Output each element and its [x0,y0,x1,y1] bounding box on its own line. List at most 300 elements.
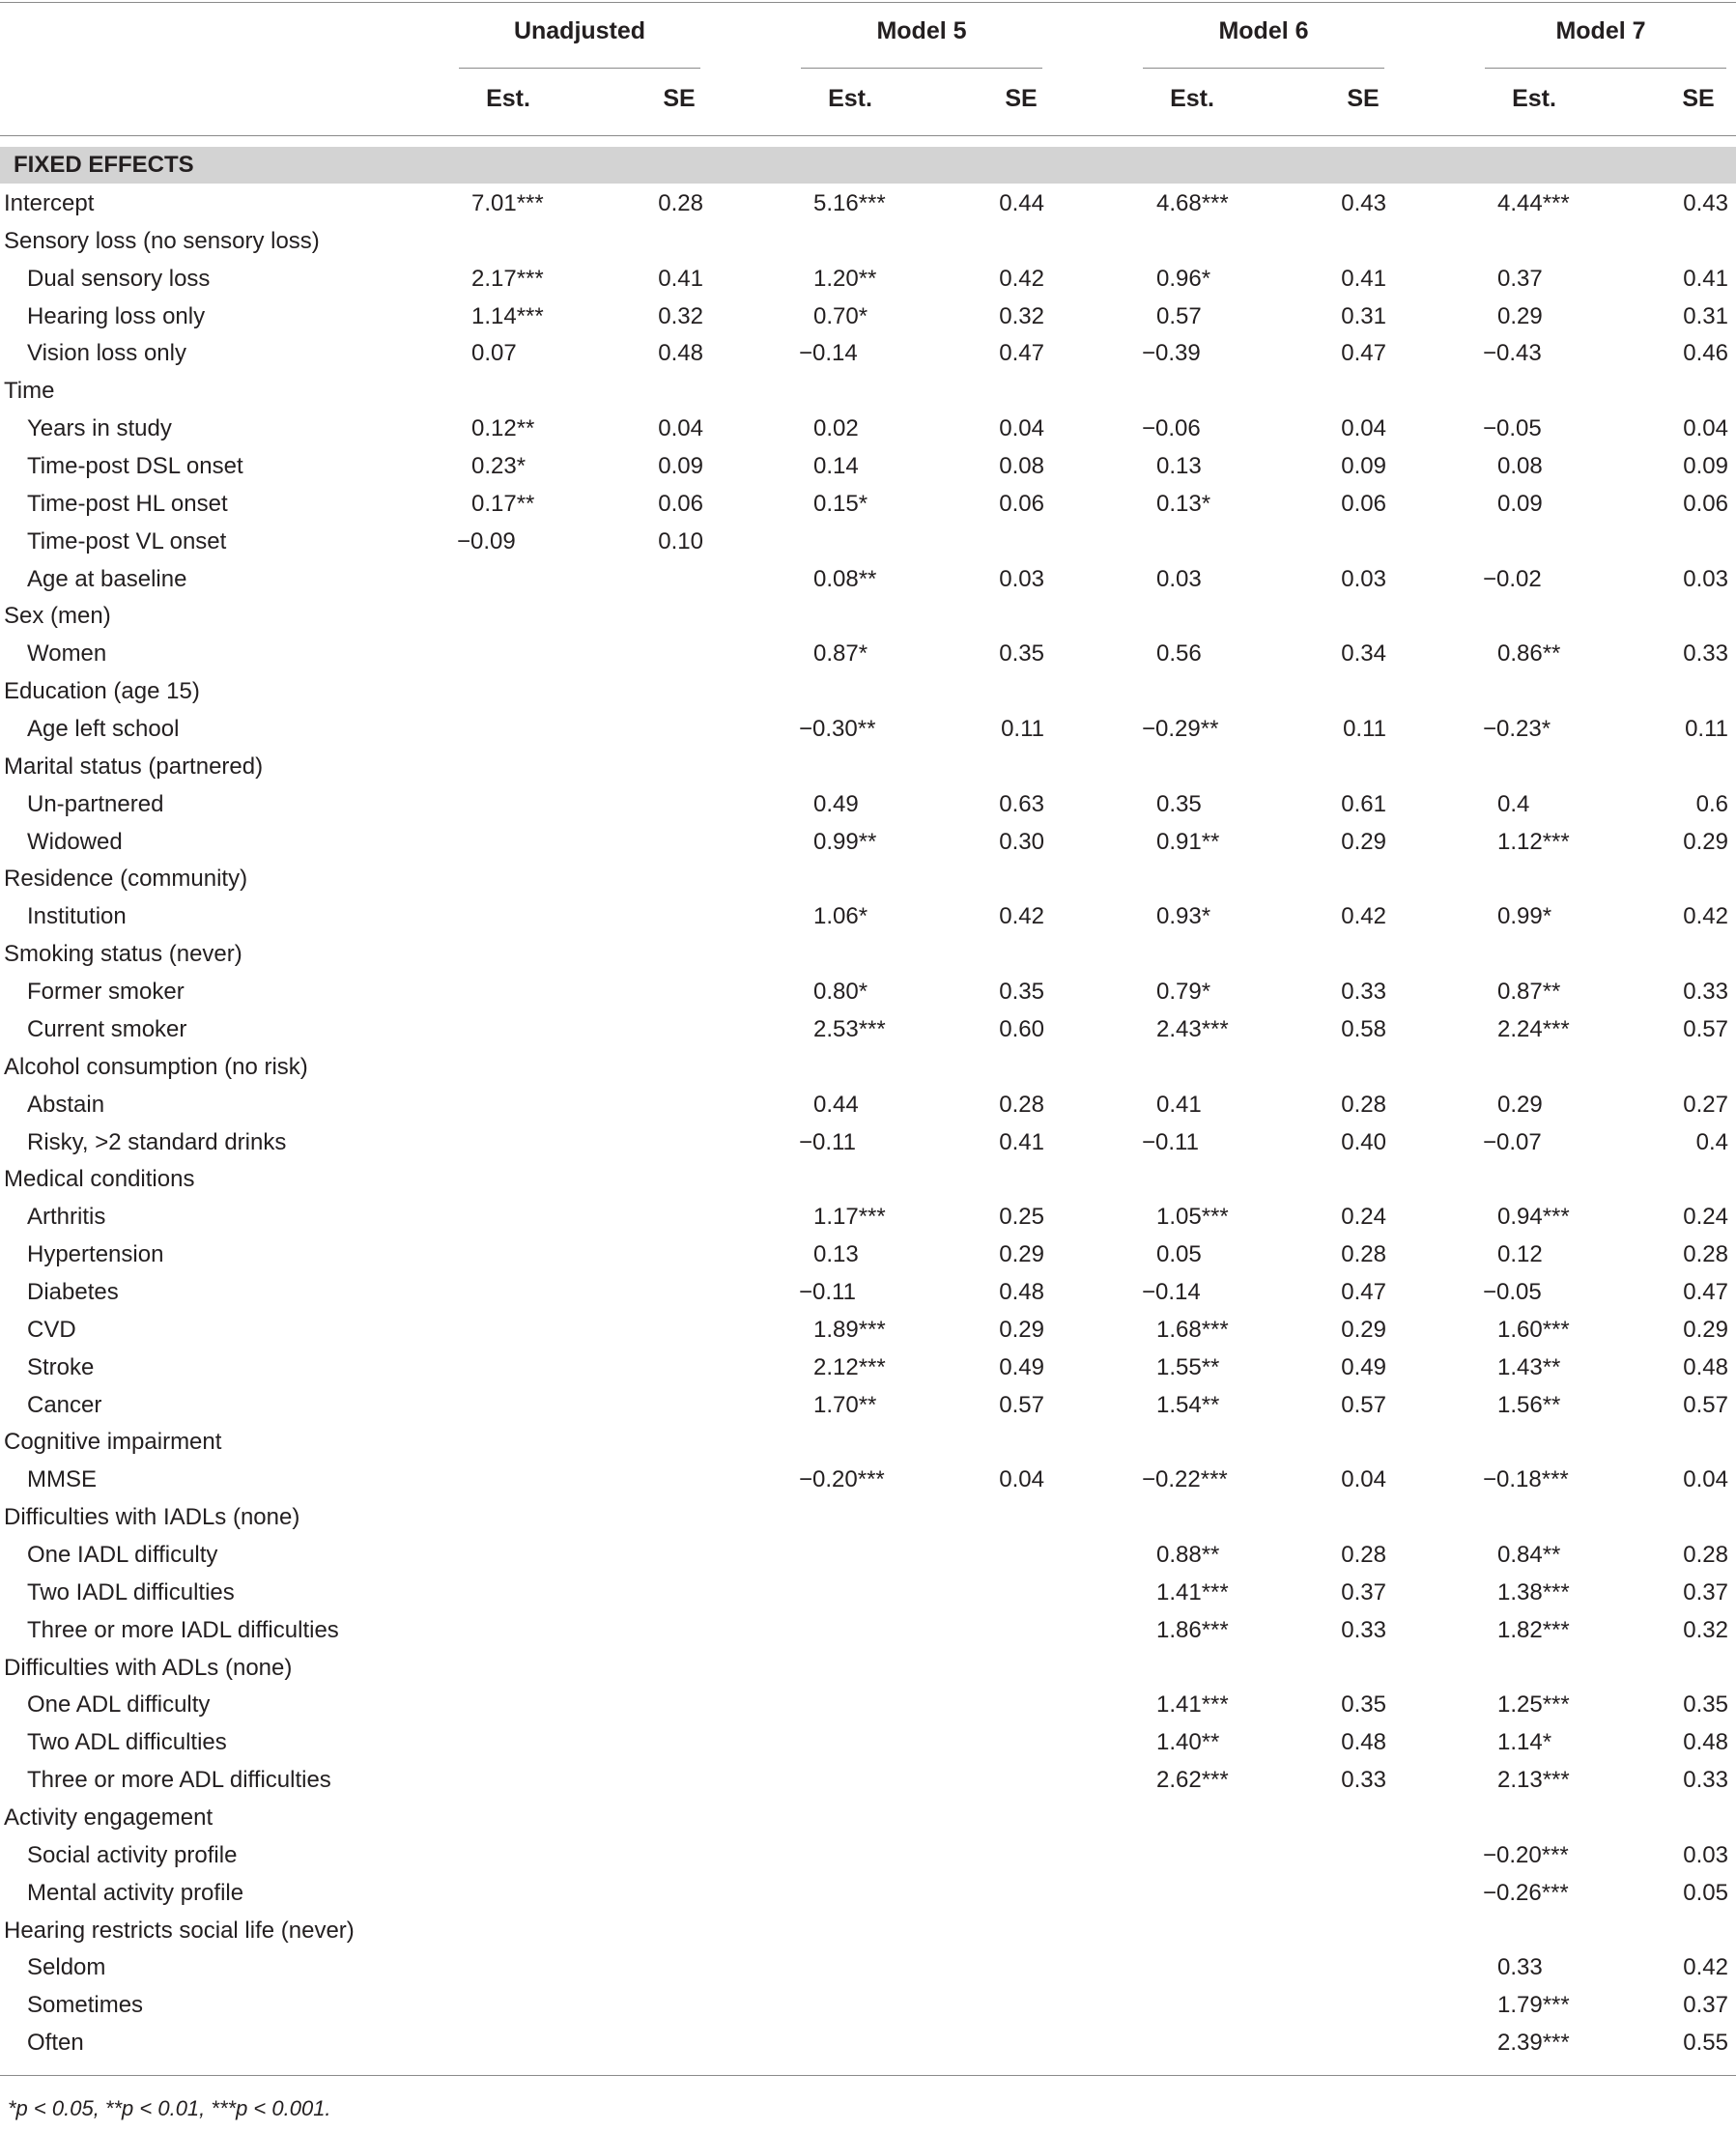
model-underline-unadjusted [459,68,700,69]
estimate-cell: −0.23* [1483,716,1551,743]
estimate-cell: 1.41*** [1156,1691,1229,1719]
estimate-cell: −0.18*** [1483,1466,1569,1493]
se-cell: 0.32 [999,302,1044,329]
se-cell: 0.06 [1683,490,1728,517]
row-group-label: Education (age 15) [4,678,200,705]
estimate-cell: 0.86** [1497,640,1561,668]
se-cell: 0.28 [1683,1241,1728,1268]
estimate-cell: 1.20** [813,265,877,292]
table-row [0,785,1736,823]
se-cell: 0.63 [999,790,1044,817]
estimate-cell: −0.20*** [1483,1841,1569,1868]
estimate-cell: 5.16*** [813,190,886,216]
row-group-label: Medical conditions [4,1166,195,1193]
estimate-cell: 1.55** [1156,1353,1220,1380]
estimate-cell: 1.70** [813,1391,877,1418]
se-cell: 0.33 [1683,640,1728,668]
table-row [0,1912,1736,1949]
estimate-cell: 0.99** [813,828,877,855]
se-cell: 0.35 [999,640,1044,668]
se-cell: 0.48 [658,340,703,367]
model-underline-model-5 [801,68,1042,69]
estimate-cell: 2.43*** [1156,1015,1229,1042]
estimate-cell: 0.87* [813,640,868,668]
estimate-cell: −0.11 [799,1278,856,1305]
table-row [0,1986,1736,2024]
estimate-cell: 1.43** [1497,1353,1561,1380]
significance-footnote: *p < 0.05, **p < 0.01, ***p < 0.001. [8,2096,331,2120]
table-row [0,1461,1736,1498]
se-cell: 0.29 [1683,828,1728,855]
se-cell: 0.37 [1683,1992,1728,2019]
table-row [0,1611,1736,1649]
se-cell: 0.32 [658,302,703,329]
table-row [0,1010,1736,1048]
table-row [0,1086,1736,1123]
table-row [0,897,1736,935]
se-cell: 0.57 [1683,1015,1728,1042]
estimate-cell: 0.02 [813,415,859,442]
row-label: Widowed [27,828,123,855]
estimate-cell: 0.70* [813,302,868,329]
estimate-cell: 0.80* [813,979,868,1006]
estimate-cell: 1.60*** [1497,1316,1570,1343]
table-row [0,597,1736,635]
row-label: Two ADL difficulties [27,1729,227,1756]
se-cell: 0.10 [658,527,703,554]
estimate-cell: 0.56 [1156,640,1202,668]
table-row [0,1574,1736,1611]
header-bottom-rule [0,135,1736,136]
estimate-cell: 0.87** [1497,979,1561,1006]
estimate-cell: 0.09 [1497,490,1543,517]
row-label: Years in study [27,415,172,442]
estimate-cell: 0.35 [1156,790,1202,817]
se-cell: 0.42 [999,903,1044,930]
se-cell: 0.6 [1695,790,1728,817]
se-cell: 0.43 [1683,190,1728,216]
table-top-rule [0,2,1736,3]
table-row [0,1948,1736,1986]
estimate-cell: 0.93* [1156,903,1211,930]
table-row [0,1048,1736,1086]
table-row [0,1536,1736,1574]
estimate-cell: −0.26*** [1483,1879,1569,1906]
se-cell: 0.49 [1341,1353,1386,1380]
estimate-cell: 0.13 [1156,453,1202,480]
se-cell: 0.29 [1341,1316,1386,1343]
row-label: Social activity profile [27,1841,238,1868]
se-cell: 0.11 [1001,716,1044,743]
row-label: Dual sensory loss [27,265,211,292]
se-cell: 0.46 [1683,340,1728,367]
table-row [0,1649,1736,1687]
estimate-cell: 1.54** [1156,1391,1220,1418]
se-cell: 0.47 [999,340,1044,367]
row-label: Un-partnered [27,790,164,817]
table-row [0,1311,1736,1349]
se-cell: 0.06 [658,490,703,517]
row-label: Mental activity profile [27,1879,244,1906]
se-cell: 0.09 [658,453,703,480]
se-cell: 0.11 [1685,716,1728,743]
estimate-cell: 0.17** [471,490,535,517]
se-cell: 0.24 [1341,1204,1386,1231]
estimate-cell: 0.99* [1497,903,1552,930]
estimate-cell: 1.06* [813,903,868,930]
estimate-cell: 0.08 [1497,453,1543,480]
estimate-cell: 4.68*** [1156,190,1229,216]
se-cell: 0.04 [1683,1466,1728,1493]
estimate-cell: 0.15* [813,490,868,517]
se-cell: 0.31 [1341,302,1386,329]
table-row [0,672,1736,710]
se-cell: 0.43 [1341,190,1386,216]
table-row [0,935,1736,973]
table-row [0,185,1736,222]
se-cell: 0.31 [1683,302,1728,329]
se-cell: 0.42 [1341,903,1386,930]
estimate-cell: 2.53*** [813,1015,886,1042]
row-group-label: Sex (men) [4,603,111,630]
estimate-cell: 2.12*** [813,1353,886,1380]
row-label: Three or more IADL difficulties [27,1616,339,1643]
estimate-cell: 1.89*** [813,1316,886,1343]
row-label: CVD [27,1316,76,1343]
model-header-model-7: Model 7 [1555,17,1646,44]
row-group-label: Time [4,378,55,405]
se-cell: 0.04 [1683,415,1728,442]
estimate-cell: 0.29 [1497,302,1543,329]
row-label: Seldom [27,1954,106,1981]
se-header: SE [1682,85,1715,112]
row-label: Often [27,2030,84,2057]
row-group-label: Difficulties with IADLs (none) [4,1504,300,1531]
se-cell: 0.55 [1683,2030,1728,2057]
se-cell: 0.41 [1341,265,1386,292]
estimate-cell: 0.13* [1156,490,1211,517]
se-cell: 0.25 [999,1204,1044,1231]
row-label: Diabetes [27,1278,119,1305]
row-label: Abstain [27,1091,105,1118]
estimate-cell: 1.05*** [1156,1204,1229,1231]
se-cell: 0.34 [1341,640,1386,668]
estimate-cell: −0.20*** [799,1466,885,1493]
se-cell: 0.30 [999,828,1044,855]
estimate-cell: 0.91** [1156,828,1220,855]
estimate-cell: 1.12*** [1497,828,1570,855]
estimate-cell: 2.17*** [471,265,544,292]
se-cell: 0.03 [1341,565,1386,592]
se-cell: 0.40 [1341,1128,1386,1155]
se-cell: 0.04 [1341,415,1386,442]
estimate-cell: −0.11 [799,1128,856,1155]
table-row [0,523,1736,560]
estimate-cell: 1.40** [1156,1729,1220,1756]
se-cell: 0.27 [1683,1091,1728,1118]
se-cell: 0.35 [1341,1691,1386,1719]
se-cell: 0.44 [999,190,1044,216]
row-label: Age at baseline [27,565,187,592]
se-cell: 0.60 [999,1015,1044,1042]
estimate-cell: 1.41*** [1156,1578,1229,1605]
table-row [0,823,1736,861]
est-header: Est. [486,85,530,112]
estimate-cell: 0.05 [1156,1241,1202,1268]
se-cell: 0.37 [1341,1578,1386,1605]
row-group-label: Marital status (partnered) [4,753,264,780]
se-cell: 0.03 [1683,565,1728,592]
se-header: SE [1347,85,1380,112]
row-group-label: Intercept [4,190,95,216]
estimate-cell: −0.05 [1483,1278,1542,1305]
se-cell: 0.04 [999,1466,1044,1493]
estimate-cell: 0.88** [1156,1541,1220,1568]
estimate-cell: −0.11 [1142,1128,1199,1155]
table-row [0,635,1736,672]
estimate-cell: 0.23* [471,453,526,480]
row-group-label: Sensory loss (no sensory loss) [4,227,320,254]
se-cell: 0.42 [1683,1954,1728,1981]
se-cell: 0.28 [1341,1241,1386,1268]
table-row [0,410,1736,447]
estimate-cell: 0.08** [813,565,877,592]
est-header: Est. [828,85,872,112]
table-row [0,1874,1736,1912]
table-row [0,1836,1736,1874]
estimate-cell: 0.13 [813,1241,859,1268]
model-header-model-6: Model 6 [1218,17,1309,44]
estimate-cell: 1.86*** [1156,1616,1229,1643]
section-title: FIXED EFFECTS [14,152,194,178]
estimate-cell: 4.44*** [1497,190,1570,216]
se-cell: 0.33 [1341,1616,1386,1643]
se-cell: 0.47 [1341,340,1386,367]
table-row [0,748,1736,785]
table-row [0,447,1736,485]
row-label: Hypertension [27,1241,164,1268]
se-cell: 0.08 [999,453,1044,480]
estimate-cell: 0.57 [1156,302,1202,329]
se-cell: 0.48 [1683,1353,1728,1380]
estimate-cell: 1.14*** [471,302,544,329]
table-bottom-rule [0,2075,1736,2076]
row-group-label: Activity engagement [4,1804,213,1831]
table-row [0,1386,1736,1424]
se-cell: 0.57 [1683,1391,1728,1418]
estimate-cell: 0.07 [471,340,517,367]
estimate-cell: −0.06 [1142,415,1201,442]
table-row [0,560,1736,598]
row-label: MMSE [27,1466,97,1493]
se-cell: 0.61 [1341,790,1386,817]
estimate-cell: 0.37 [1497,265,1543,292]
table-row [0,260,1736,298]
estimate-cell: 1.25*** [1497,1691,1570,1719]
row-group-label: Cognitive impairment [4,1429,222,1456]
se-cell: 0.28 [1341,1541,1386,1568]
estimate-cell: 0.44 [813,1091,859,1118]
row-label: Age left school [27,716,180,743]
estimate-cell: 1.79*** [1497,1992,1570,2019]
row-label: Two IADL difficulties [27,1578,235,1605]
estimate-cell: 0.79* [1156,979,1211,1006]
estimate-cell: −0.43 [1483,340,1542,367]
estimate-cell: 2.62*** [1156,1767,1229,1794]
se-header: SE [1005,85,1038,112]
se-cell: 0.28 [658,190,703,216]
model-underline-model-6 [1143,68,1384,69]
se-cell: 0.24 [1683,1204,1728,1231]
table-row [0,1349,1736,1386]
se-cell: 0.58 [1341,1015,1386,1042]
estimate-cell: 0.14 [813,453,859,480]
se-cell: 0.29 [999,1316,1044,1343]
table-row [0,1761,1736,1799]
se-cell: 0.03 [999,565,1044,592]
table-row [0,860,1736,897]
estimate-cell: 0.03 [1156,565,1202,592]
estimate-cell: −0.22*** [1142,1466,1228,1493]
row-group-label: Smoking status (never) [4,941,242,968]
estimate-cell: 0.29 [1497,1091,1543,1118]
estimate-cell: −0.29** [1142,716,1219,743]
se-cell: 0.33 [1683,1767,1728,1794]
est-header: Est. [1170,85,1214,112]
se-cell: 0.11 [1343,716,1386,743]
se-cell: 0.42 [999,265,1044,292]
row-label: Stroke [27,1353,95,1380]
row-label: Arthritis [27,1204,106,1231]
se-cell: 0.04 [1341,1466,1386,1493]
table-row [0,1198,1736,1236]
row-label: Vision loss only [27,340,186,367]
table-row [0,1160,1736,1198]
row-group-label: Alcohol consumption (no risk) [4,1053,308,1080]
row-label: Sometimes [27,1992,144,2019]
se-cell: 0.49 [999,1353,1044,1380]
se-cell: 0.48 [1341,1729,1386,1756]
se-cell: 0.32 [1683,1616,1728,1643]
estimate-cell: 0.41 [1156,1091,1202,1118]
table-row [0,973,1736,1010]
table-row [0,1799,1736,1836]
model-header-model-5: Model 5 [876,17,967,44]
estimate-cell: 1.56** [1497,1391,1561,1418]
estimate-cell: 0.4 [1497,790,1530,817]
se-header: SE [663,85,696,112]
row-label: Time-post VL onset [27,527,227,554]
estimate-cell: −0.14 [1142,1278,1201,1305]
table-row [0,1723,1736,1761]
se-cell: 0.06 [999,490,1044,517]
row-label: Former smoker [27,979,185,1006]
estimate-cell: 1.82*** [1497,1616,1570,1643]
table-row [0,298,1736,335]
estimate-cell: 0.96* [1156,265,1211,292]
table-row [0,1423,1736,1461]
se-cell: 0.48 [999,1278,1044,1305]
se-cell: 0.28 [999,1091,1044,1118]
se-cell: 0.37 [1683,1578,1728,1605]
se-cell: 0.06 [1341,490,1386,517]
estimate-cell: 7.01*** [471,190,544,216]
estimate-cell: −0.07 [1483,1128,1542,1155]
table-row [0,485,1736,523]
table-row [0,1123,1736,1161]
se-cell: 0.04 [999,415,1044,442]
se-cell: 0.41 [1683,265,1728,292]
table-row [0,710,1736,748]
estimate-cell: −0.14 [799,340,858,367]
se-cell: 0.28 [1341,1091,1386,1118]
estimate-cell: 0.84** [1497,1541,1561,1568]
se-cell: 0.42 [1683,903,1728,930]
se-cell: 0.29 [1683,1316,1728,1343]
est-header: Est. [1512,85,1556,112]
se-cell: 0.57 [999,1391,1044,1418]
estimate-cell: 2.24*** [1497,1015,1570,1042]
se-cell: 0.33 [1341,979,1386,1006]
estimate-cell: −0.30** [799,716,876,743]
row-label: Women [27,640,107,668]
se-cell: 0.29 [1341,828,1386,855]
estimate-cell: 0.49 [813,790,859,817]
se-cell: 0.47 [1341,1278,1386,1305]
se-cell: 0.57 [1341,1391,1386,1418]
table-row [0,372,1736,410]
table-row [0,1686,1736,1723]
row-label: One IADL difficulty [27,1541,218,1568]
estimate-cell: −0.05 [1483,415,1542,442]
se-cell: 0.04 [658,415,703,442]
table-row [0,1273,1736,1311]
se-cell: 0.09 [1341,453,1386,480]
row-label: Three or more ADL difficulties [27,1767,331,1794]
estimate-cell: 0.33 [1497,1954,1543,1981]
estimate-cell: 2.39*** [1497,2030,1570,2057]
row-label: Time-post DSL onset [27,453,243,480]
se-cell: 0.09 [1683,453,1728,480]
row-group-label: Difficulties with ADLs (none) [4,1654,293,1681]
table-row [0,334,1736,372]
estimate-cell: 1.14* [1497,1729,1552,1756]
row-label: Hearing loss only [27,302,206,329]
se-cell: 0.41 [999,1128,1044,1155]
se-cell: 0.4 [1695,1128,1728,1155]
row-label: Institution [27,903,127,930]
estimate-cell: −0.02 [1483,565,1542,592]
se-cell: 0.03 [1683,1841,1728,1868]
row-group-label: Hearing restricts social life (never) [4,1917,355,1944]
row-label: Risky, >2 standard drinks [27,1128,287,1155]
se-cell: 0.29 [999,1241,1044,1268]
se-cell: 0.05 [1683,1879,1728,1906]
estimate-cell: 2.13*** [1497,1767,1570,1794]
estimate-cell: 0.94*** [1497,1204,1570,1231]
estimate-cell: 0.12** [471,415,535,442]
se-cell: 0.35 [999,979,1044,1006]
estimate-cell: 1.38*** [1497,1578,1570,1605]
row-label: Time-post HL onset [27,490,228,517]
row-group-label: Residence (community) [4,866,248,893]
table-row [0,1236,1736,1273]
model-header-unadjusted: Unadjusted [513,17,646,44]
estimate-cell: 0.12 [1497,1241,1543,1268]
se-cell: 0.48 [1683,1729,1728,1756]
row-label: Current smoker [27,1015,187,1042]
row-label: One ADL difficulty [27,1691,211,1719]
